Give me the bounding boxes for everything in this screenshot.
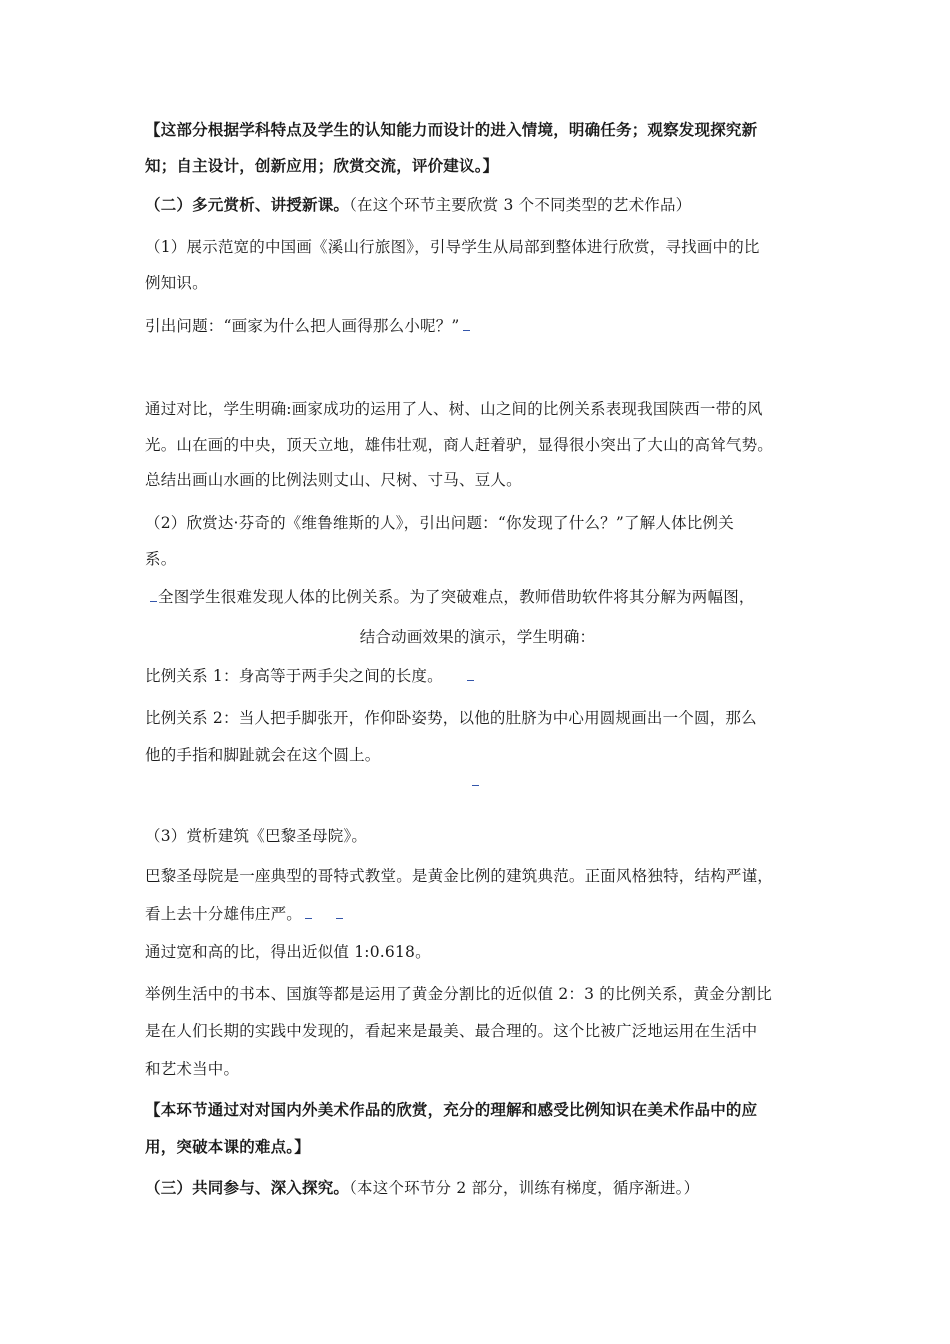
item-3-paragraph-line-2: 看上去十分雄伟庄严。	[145, 905, 303, 923]
image-placeholder-marker	[472, 784, 479, 786]
summary-1-line-2: 知；自主设计，创新应用；欣赏交流，评价建议。】	[145, 156, 499, 175]
item-2-ratio-1: 比例关系 1：身高等于两手尖之间的长度。	[145, 667, 443, 685]
image-placeholder-marker	[305, 917, 312, 919]
item-3-paragraph-line-5: 是在人们长期的实践中发现的，看起来是最美、最合理的。这个比被广泛地运用在生活中	[145, 1022, 758, 1040]
image-placeholder-marker	[336, 917, 343, 919]
item-2-ratio-2-line-2: 他的手指和脚趾就会在这个圆上。	[145, 746, 381, 764]
summary-2-line-1: 【本环节通过对对国内外美术作品的欣赏，充分的理解和感受比例知识在美术作品中的应	[145, 1100, 758, 1119]
section-3-title	[145, 1178, 810, 1198]
item-2-ratio-1-row	[145, 666, 810, 686]
item-2-paragraph-line-2: 结合动画效果的演示，学生明确：	[359, 628, 596, 646]
section-3-note: （本这个环节分 2 部分，训练有梯度，循序渐进。）	[349, 1179, 700, 1197]
item-3-paragraph-line-3: 通过宽和高的比，得出近似值 1:0.618。	[145, 943, 431, 961]
item-1-paragraph-line-3: 总结出画山水画的比例法则丈山、尺树、寸马、豆人。	[145, 471, 522, 489]
section-2-note: （在这个环节主要欣赏 3 个不同类型的艺术作品）	[349, 196, 692, 214]
image-placeholder-marker	[150, 600, 157, 602]
item-1-paragraph-line-2: 光。山在画的中央，顶天立地，雄伟壮观，商人赶着驴，显得很小突出了大山的高耸气势。	[145, 436, 774, 454]
item-3-line-1: （3）赏析建筑《巴黎圣母院》。	[145, 827, 368, 845]
item-3-paragraph-line-1: 巴黎圣母院是一座典型的哥特式教堂。是黄金比例的建筑典范。正面风格独特，结构严谨，	[145, 867, 774, 885]
item-3-paragraph-line-4: 举例生活中的书本、国旗等都是运用了黄金分割比的近似值 2：3 的比例关系，黄金分割比	[145, 985, 772, 1003]
item-1-line-2: 例知识。	[145, 274, 208, 292]
item-1-paragraph-line-1: 通过对比，学生明确:画家成功的运用了人、树、山之间的比例关系表现我国陕西一带的风	[145, 400, 763, 418]
image-placeholder-marker	[463, 329, 470, 331]
item-2-line-2: 系。	[145, 550, 177, 568]
summary-1-line-1: 【这部分根据学科特点及学生的认知能力而设计的进入情境，明确任务；观察发现探究新	[145, 120, 758, 139]
item-3-paragraph-line-6: 和艺术当中。	[145, 1060, 240, 1078]
summary-2-line-2: 用，突破本课的难点。】	[145, 1137, 310, 1156]
item-1-question-row	[145, 316, 810, 336]
item-3-paragraph-line-2-row	[145, 904, 810, 924]
item-2-paragraph-row	[145, 587, 810, 607]
section-2-title	[145, 195, 810, 215]
section-3-heading: （三）共同参与、深入探究。	[145, 1178, 350, 1197]
item-2-line-1: （2）欣赏达·芬奇的《维鲁维斯的人》，引出问题：“你发现了什么？”了解人体比例关	[145, 514, 734, 532]
item-2-paragraph-line-1: 全图学生很难发现人体的比例关系。为了突破难点，教师借助软件将其分解为两幅图，	[158, 588, 755, 606]
section-2-heading: （二）多元赏析、讲授新课。	[145, 195, 350, 214]
item-1-question: 引出问题：“画家为什么把人画得那么小呢？”	[145, 317, 460, 335]
image-placeholder-marker	[467, 679, 474, 681]
item-2-ratio-2-line-1: 比例关系 2：当人把手脚张开，作仰卧姿势，以他的肚脐为中心用圆规画出一个圆，那么	[145, 709, 757, 727]
item-1-line-1: （1）展示范宽的中国画《溪山行旅图》，引导学生从局部到整体进行欣赏，寻找画中的比	[145, 238, 760, 256]
